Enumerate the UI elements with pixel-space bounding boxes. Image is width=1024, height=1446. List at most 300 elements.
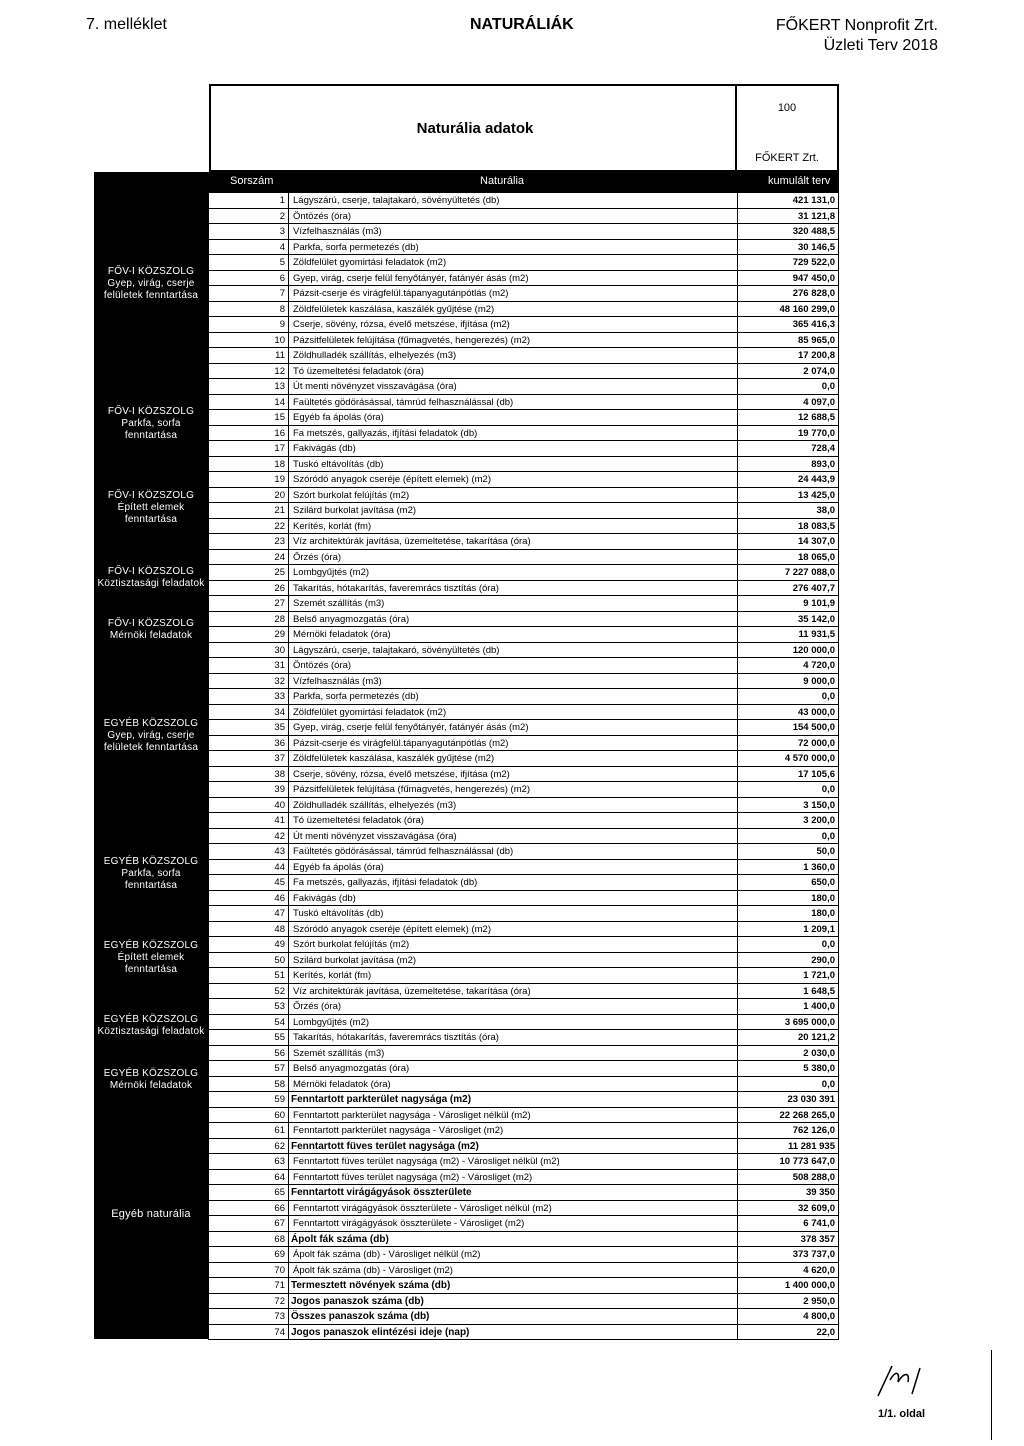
row-value: 50,0 <box>816 846 835 857</box>
table-row <box>209 1278 838 1294</box>
row-value: 32 609,0 <box>798 1202 835 1214</box>
table-row <box>209 395 838 411</box>
row-number: 44 <box>209 860 289 875</box>
row-label: Faültetés gödörásással, támrúd felhasználással (db) <box>293 846 514 857</box>
row-label: Szilárd burkolat javítása (m2) <box>293 954 417 966</box>
row-value: 0,0 <box>821 381 835 392</box>
table-row <box>209 922 838 938</box>
table-row <box>209 426 838 442</box>
table-row <box>209 1154 838 1170</box>
value-cell <box>737 596 838 611</box>
row-number: 37 <box>209 751 289 766</box>
table-row <box>209 286 838 302</box>
row-number: 55 <box>209 1030 289 1045</box>
row-label: Fenntartott füves terület nagysága (m2) - Városliget nélkül (m2) <box>293 1156 560 1167</box>
row-number: 27 <box>209 596 289 611</box>
value-cell <box>737 224 838 239</box>
row-value: 20 121,2 <box>798 1032 835 1043</box>
row-value: 9 000,0 <box>803 675 835 687</box>
group-label: FŐV-I KÖZSZOLG Köztisztasági feladatok <box>97 566 205 589</box>
row-value: 3 200,0 <box>803 815 835 826</box>
row-number: 23 <box>209 534 289 549</box>
row-value: 1 400,0 <box>803 1001 835 1012</box>
row-number: 36 <box>209 736 289 751</box>
row-value: 35 142,0 <box>798 613 835 625</box>
table-row <box>209 1046 838 1062</box>
row-label: Szórt burkolat felújítás (m2) <box>293 939 410 950</box>
row-label: Jogos panaszok elintézési ideje (nap) <box>291 1326 470 1338</box>
value-cell <box>737 751 838 766</box>
row-value: 320 488,5 <box>792 226 835 237</box>
row-label: Ápolt fák száma (db) - Városliget (m2) <box>293 1264 453 1276</box>
table-row <box>209 968 838 984</box>
value-cell <box>737 875 838 890</box>
org-name: FŐKERT Zrt. <box>755 152 819 164</box>
row-number: 2 <box>209 209 289 224</box>
row-value: 290,0 <box>811 954 835 966</box>
row-value: 0,0 <box>821 1078 835 1090</box>
row-label: Víz architektúrák javítása, üzemeltetése, takarítása (óra) <box>293 985 531 997</box>
value-cell <box>737 271 838 286</box>
value-cell <box>737 829 838 844</box>
row-number: 50 <box>209 953 289 968</box>
row-number: 47 <box>209 906 289 921</box>
value-cell <box>737 643 838 658</box>
value-cell <box>737 209 838 224</box>
value-cell <box>737 953 838 968</box>
row-label: Őrzés (óra) <box>293 1001 342 1012</box>
table-row <box>209 240 838 256</box>
row-number: 35 <box>209 720 289 735</box>
table-row <box>209 1123 838 1139</box>
row-number: 73 <box>209 1309 289 1324</box>
table-row <box>209 643 838 659</box>
row-number: 64 <box>209 1170 289 1185</box>
row-label: Szórt burkolat felújítás (m2) <box>293 489 410 501</box>
row-number: 14 <box>209 395 289 410</box>
value-cell <box>737 1278 838 1293</box>
row-number: 21 <box>209 503 289 518</box>
value-cell <box>737 457 838 472</box>
row-label: Tuskó eltávolítás (db) <box>293 908 384 919</box>
table-row <box>209 1294 838 1310</box>
margin-line <box>991 1350 992 1440</box>
row-label: Takarítás, hótakarítás, faveremrács tisztítás (óra) <box>293 582 499 594</box>
row-label: Gyep, virág, cserje felül fenyőtányér, fatányér ásás (m2) <box>293 722 529 733</box>
row-number: 8 <box>209 302 289 317</box>
row-value: 39 350 <box>805 1187 835 1198</box>
table-row <box>209 348 838 364</box>
table-row <box>209 193 838 209</box>
row-value: 10 773 647,0 <box>779 1156 835 1167</box>
row-value: 3 150,0 <box>803 799 835 811</box>
table-row <box>209 782 838 798</box>
row-number: 1 <box>209 193 289 208</box>
table-row <box>209 627 838 643</box>
row-value: 0,0 <box>821 784 835 795</box>
row-label: Út menti növényzet visszavágása (óra) <box>293 830 457 842</box>
value-cell <box>737 503 838 518</box>
value-cell <box>737 1030 838 1045</box>
group-label: EGYÉB KÖZSZOLG Épített elemek fenntartása <box>103 940 199 975</box>
row-value: 72 000,0 <box>798 737 835 749</box>
row-value: 43 000,0 <box>798 706 835 718</box>
group-label: EGYÉB KÖZSZOLG Mérnöki feladatok <box>103 1068 199 1091</box>
value-cell <box>737 798 838 813</box>
value-cell <box>737 1201 838 1216</box>
table-row <box>209 1077 838 1093</box>
value-cell <box>737 302 838 317</box>
row-number: 13 <box>209 379 289 394</box>
row-number: 53 <box>209 999 289 1014</box>
row-number: 41 <box>209 813 289 828</box>
row-number: 20 <box>209 488 289 503</box>
row-value: 180,0 <box>811 892 835 904</box>
table-row <box>209 984 838 1000</box>
row-number: 16 <box>209 426 289 441</box>
row-label: Ápolt fák száma (db) - Városliget nélkül (m2) <box>293 1249 481 1260</box>
row-label: Mérnöki feladatok (óra) <box>293 1078 391 1090</box>
table-row <box>209 441 838 457</box>
group-label: FŐV-I KÖZSZOLG Gyep, virág, cserje felületek fenntartása <box>103 266 199 301</box>
row-label: Lombgyűjtés (m2) <box>293 1016 370 1028</box>
table-row <box>209 534 838 550</box>
row-value: 2 950,0 <box>803 1295 835 1307</box>
value-cell <box>737 689 838 704</box>
row-number: 58 <box>209 1077 289 1092</box>
value-cell <box>737 1170 838 1185</box>
column-header <box>94 172 839 192</box>
value-cell <box>737 612 838 627</box>
value-cell <box>737 906 838 921</box>
row-number: 40 <box>209 798 289 813</box>
value-cell <box>737 333 838 348</box>
row-number: 4 <box>209 240 289 255</box>
row-number: 34 <box>209 705 289 720</box>
row-number: 63 <box>209 1154 289 1169</box>
table-row <box>209 1015 838 1031</box>
table-row <box>209 209 838 225</box>
table-row <box>209 720 838 736</box>
value-cell <box>737 1015 838 1030</box>
row-label: Pázsit-cserje és virágfelül.tápanyagutánpótlás (m2) <box>293 737 509 749</box>
row-value: 1 721,0 <box>803 970 835 981</box>
row-value: 180,0 <box>811 908 835 919</box>
row-number: 74 <box>209 1325 289 1340</box>
value-cell <box>737 813 838 828</box>
table-row <box>209 891 838 907</box>
row-value: 120 000,0 <box>792 644 835 656</box>
value-cell <box>737 860 838 875</box>
table-row <box>209 1108 838 1124</box>
value-cell <box>737 1092 838 1107</box>
plan-title: Üzleti Terv 2018 <box>823 37 938 54</box>
row-value: 18 083,5 <box>798 520 835 532</box>
table-row <box>209 674 838 690</box>
row-label: Szemét szállítás (m3) <box>293 1047 385 1059</box>
row-label: Termesztett növények száma (db) <box>291 1280 451 1291</box>
table-row <box>209 844 838 860</box>
col-sorszam: Sorszám <box>230 175 274 187</box>
value-cell <box>737 1247 838 1262</box>
row-number: 48 <box>209 922 289 937</box>
row-number: 6 <box>209 271 289 286</box>
table-row <box>209 1170 838 1186</box>
row-value: 23 030 391 <box>787 1094 835 1105</box>
row-value: 11 931,5 <box>798 629 835 640</box>
row-number: 32 <box>209 674 289 689</box>
value-cell <box>737 395 838 410</box>
row-number: 49 <box>209 937 289 952</box>
row-value: 7 227 088,0 <box>784 567 835 578</box>
row-value: 9 101,9 <box>803 598 835 609</box>
table-row <box>209 612 838 628</box>
row-number: 39 <box>209 782 289 797</box>
row-label: Lágyszárú, cserje, talajtakaró, sövényültetés (db) <box>293 644 500 656</box>
row-value: 276 828,0 <box>792 288 835 299</box>
group-sidebar <box>94 192 208 1339</box>
value-cell <box>737 1154 838 1169</box>
org-code: 100 <box>777 102 797 114</box>
row-label: Cserje, sövény, rózsa, évelő metszése, ifjítása (m2) <box>293 768 510 780</box>
group-label: EGYÉB KÖZSZOLG Parkfa, sorfa fenntartása <box>103 856 199 891</box>
table-row <box>209 906 838 922</box>
table-row <box>209 457 838 473</box>
row-value: 31 121,8 <box>798 210 835 222</box>
row-label: Faültetés gödörásással, támrúd felhasználással (db) <box>293 396 514 408</box>
row-label: Vízfelhasználás (m3) <box>293 675 382 687</box>
table-row <box>209 937 838 953</box>
row-value: 2 030,0 <box>803 1047 835 1059</box>
row-label: Parkfa, sorfa permetezés (db) <box>293 691 419 702</box>
row-label: Fenntartott virágágyások összterülete - Városliget nélkül (m2) <box>293 1202 552 1214</box>
table-title: Naturália adatok <box>416 120 534 137</box>
table-row <box>209 503 838 519</box>
table-row <box>209 736 838 752</box>
row-number: 68 <box>209 1232 289 1247</box>
table-row <box>209 379 838 395</box>
row-label: Fa metszés, gallyazás, ifjítási feladatok (db) <box>293 877 478 888</box>
value-cell <box>737 782 838 797</box>
table-row <box>209 1309 838 1325</box>
row-label: Őrzés (óra) <box>293 551 342 563</box>
table-row <box>209 1092 838 1108</box>
value-cell <box>737 565 838 580</box>
value-cell <box>737 240 838 255</box>
value-cell <box>737 1061 838 1076</box>
value-cell <box>737 348 838 363</box>
value-cell <box>737 379 838 394</box>
row-number: 38 <box>209 767 289 782</box>
row-number: 72 <box>209 1294 289 1309</box>
row-value: 11 281 935 <box>787 1140 835 1152</box>
row-label: Szilárd burkolat javítása (m2) <box>293 505 417 516</box>
col-kumulalt: kumulált terv <box>768 175 831 187</box>
value-cell <box>737 193 838 208</box>
row-number: 54 <box>209 1015 289 1030</box>
value-cell <box>737 1263 838 1278</box>
table-row <box>209 875 838 891</box>
value-cell <box>737 658 838 673</box>
row-label: Öntözés (óra) <box>293 660 352 671</box>
row-label: Jogos panaszok száma (db) <box>291 1295 424 1307</box>
row-label: Fenntartott parkterület nagysága - Városliget (m2) <box>293 1125 504 1136</box>
value-cell <box>737 922 838 937</box>
value-cell <box>737 674 838 689</box>
row-label: Fenntartott parkterület nagysága (m2) <box>291 1094 472 1105</box>
group-label: EGYÉB KÖZSZOLG Köztisztasági feladatok <box>97 1014 205 1037</box>
value-cell <box>737 1309 838 1324</box>
row-number: 12 <box>209 364 289 379</box>
row-number: 5 <box>209 255 289 270</box>
row-label: Mérnöki feladatok (óra) <box>293 629 391 640</box>
row-value: 1 648,5 <box>803 985 835 997</box>
value-cell <box>737 705 838 720</box>
row-value: 729 522,0 <box>792 257 835 268</box>
table-row <box>209 333 838 349</box>
row-number: 56 <box>209 1046 289 1061</box>
table-row <box>209 860 838 876</box>
row-number: 18 <box>209 457 289 472</box>
row-value: 4 097,0 <box>803 396 835 408</box>
row-label: Cserje, sövény, rózsa, évelő metszése, ifjítása (m2) <box>293 319 510 330</box>
row-number: 10 <box>209 333 289 348</box>
row-label: Fenntartott füves terület nagysága (m2) - Városliget (m2) <box>293 1171 533 1183</box>
row-number: 67 <box>209 1216 289 1231</box>
row-label: Pázsit-cserje és virágfelül.tápanyagutánpótlás (m2) <box>293 288 509 299</box>
row-number: 28 <box>209 612 289 627</box>
row-label: Fenntartott virágágyások összterülete - Városliget (m2) <box>293 1218 525 1229</box>
table-row <box>209 798 838 814</box>
row-label: Szemét szállítás (m3) <box>293 598 385 609</box>
row-label: Szóródó anyagok cseréje (épített elemek) (m2) <box>293 474 492 485</box>
row-number: 70 <box>209 1263 289 1278</box>
value-cell <box>737 736 838 751</box>
table-row <box>209 224 838 240</box>
table-row <box>209 255 838 271</box>
row-label: Zöldfelületek kaszálása, kaszálék gyűjtése (m2) <box>293 753 495 764</box>
table-row <box>209 1139 838 1155</box>
row-number: 66 <box>209 1201 289 1216</box>
value-cell <box>737 1325 838 1340</box>
row-value: 276 407,7 <box>792 582 835 594</box>
row-label: Pázsitfelületek felújítása (fűmagvetés, hengerezés) (m2) <box>293 334 531 346</box>
row-value: 14 307,0 <box>798 536 835 547</box>
row-number: 29 <box>209 627 289 642</box>
row-value: 17 105,6 <box>798 768 835 780</box>
row-value: 6 741,0 <box>803 1218 835 1229</box>
table-row <box>209 1216 838 1232</box>
row-label: Fa metszés, gallyazás, ifjítási feladatok (db) <box>293 427 478 439</box>
company-block <box>776 16 938 56</box>
value-cell <box>737 550 838 565</box>
group-label: FŐV-I KÖZSZOLG Épített elemek fenntartása <box>107 490 195 525</box>
value-cell <box>737 720 838 735</box>
table-row <box>209 519 838 535</box>
row-value: 365 416,3 <box>792 319 835 330</box>
row-number: 33 <box>209 689 289 704</box>
table-row <box>209 705 838 721</box>
value-cell <box>737 1294 838 1309</box>
naturalia-table <box>208 192 839 1340</box>
value-cell <box>737 1232 838 1247</box>
row-value: 85 965,0 <box>798 334 835 346</box>
annex-label: 7. melléklet <box>86 16 167 33</box>
value-cell <box>737 581 838 596</box>
row-value: 12 688,5 <box>798 412 835 423</box>
row-value: 22,0 <box>816 1326 835 1338</box>
row-label: Belső anyagmozgatás (óra) <box>293 613 410 625</box>
row-number: 22 <box>209 519 289 534</box>
row-label: Gyep, virág, cserje felül fenyőtányér, fatányér ásás (m2) <box>293 272 529 284</box>
table-row <box>209 565 838 581</box>
table-row <box>209 271 838 287</box>
row-number: 25 <box>209 565 289 580</box>
row-value: 13 425,0 <box>798 489 835 501</box>
row-value: 154 500,0 <box>792 722 835 733</box>
row-value: 421 131,0 <box>792 195 835 206</box>
table-row <box>209 751 838 767</box>
value-cell <box>737 767 838 782</box>
row-label: Fakivágás (db) <box>293 892 356 904</box>
group-label: FŐV-I KÖZSZOLG Parkfa, sorfa fenntartása <box>107 406 195 441</box>
value-cell <box>737 937 838 952</box>
value-cell <box>737 317 838 332</box>
row-number: 11 <box>209 348 289 363</box>
table-row <box>209 1247 838 1263</box>
table-row <box>209 1232 838 1248</box>
row-value: 508 288,0 <box>792 1171 835 1183</box>
group-label: FŐV-I KÖZSZOLG Mérnöki feladatok <box>107 618 195 641</box>
row-number: 9 <box>209 317 289 332</box>
row-value: 4 620,0 <box>803 1264 835 1276</box>
table-row <box>209 1263 838 1279</box>
row-number: 17 <box>209 441 289 456</box>
row-label: Vízfelhasználás (m3) <box>293 226 382 237</box>
row-value: 0,0 <box>821 830 835 842</box>
table-row <box>209 813 838 829</box>
row-number: 65 <box>209 1185 289 1200</box>
org-cell <box>735 86 837 170</box>
row-value: 0,0 <box>821 939 835 950</box>
value-cell <box>737 255 838 270</box>
row-value: 1 400 000,0 <box>784 1280 835 1291</box>
value-cell <box>737 488 838 503</box>
row-value: 48 160 299,0 <box>779 303 835 315</box>
value-cell <box>737 472 838 487</box>
signature <box>870 1360 930 1400</box>
table-row <box>209 317 838 333</box>
row-value: 18 065,0 <box>798 551 835 563</box>
value-cell <box>737 1216 838 1231</box>
row-label: Öntözés (óra) <box>293 210 352 222</box>
col-naturalia: Naturália <box>480 175 525 187</box>
row-value: 378 357 <box>800 1233 835 1245</box>
table-row <box>209 1325 838 1341</box>
value-cell <box>737 1108 838 1123</box>
row-value: 4 720,0 <box>803 660 835 671</box>
row-number: 71 <box>209 1278 289 1293</box>
row-label: Egyéb fa ápolás (óra) <box>293 861 384 873</box>
row-value: 3 695 000,0 <box>784 1016 835 1028</box>
row-value: 4 800,0 <box>803 1311 835 1322</box>
row-number: 15 <box>209 410 289 425</box>
table-row <box>209 1185 838 1201</box>
value-cell <box>737 426 838 441</box>
row-value: 38,0 <box>816 505 835 516</box>
row-value: 1 360,0 <box>803 861 835 873</box>
row-label: Zöldfelületek kaszálása, kaszálék gyűjtése (m2) <box>293 303 495 315</box>
